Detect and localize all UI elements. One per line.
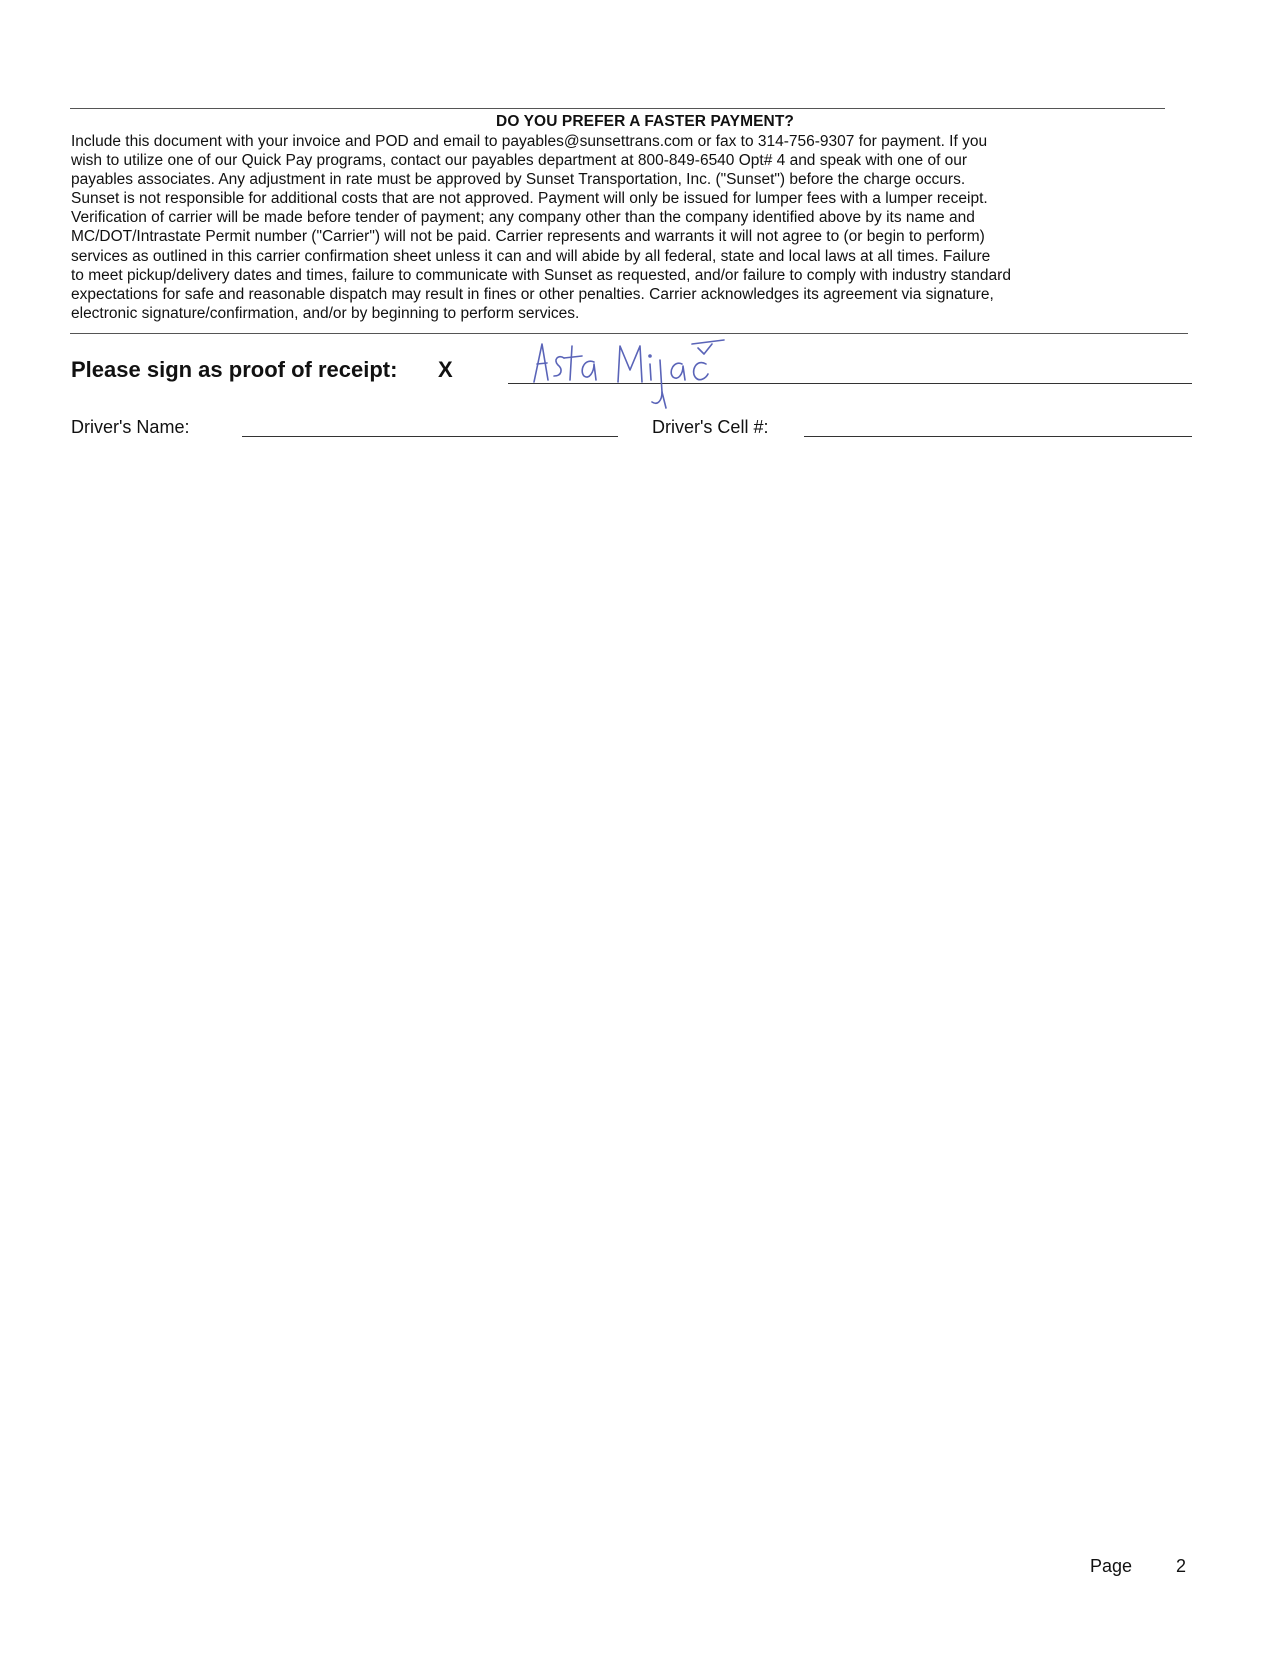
notice-heading: DO YOU PREFER A FASTER PAYMENT? xyxy=(496,113,794,130)
driver-name-field[interactable] xyxy=(242,436,618,437)
notice-body xyxy=(71,132,1211,323)
handwritten-signature xyxy=(528,336,728,414)
driver-name-label: Driver's Name: xyxy=(71,417,190,437)
notice-line: electronic signature/confirmation, and/or by beginning to perform services. xyxy=(71,304,580,322)
page-label: Page xyxy=(1090,1556,1133,1576)
notice-line: Sunset is not responsible for additional costs that are not approved. Payment will only be issued for lumper fees with a lumper receipt. xyxy=(71,190,988,208)
notice-line: wish to utilize one of our Quick Pay programs, contact our payables department at 800-849-6540 Opt# 4 and speak with one of our xyxy=(71,152,968,170)
driver-cell-field[interactable] xyxy=(804,436,1192,437)
notice-line: to meet pickup/delivery dates and times, failure to communicate with Sunset as requested, and/or failure to comply with industry standard xyxy=(71,266,1011,284)
notice-line: Include this document with your invoice and POD and email to payables@sunsettrans.com or fax to 314-756-9307 for payment. If you xyxy=(71,133,988,150)
driver-cell-label: Driver's Cell #: xyxy=(652,417,769,437)
notice-line: expectations for safe and reasonable dispatch may result in fines or other penalties. Carrier acknowledges its agreement via signature, xyxy=(71,285,994,303)
notice-line: services as outlined in this carrier confirmation sheet unless it can and will abide by all federal, state and local laws at all times. Failure xyxy=(71,247,991,265)
bottom-divider xyxy=(70,333,1188,334)
notice-line: Verification of carrier will be made before tender of payment; any company other than the company identified above by its name and xyxy=(71,209,975,227)
signature-prompt: Please sign as proof of receipt: xyxy=(71,357,398,382)
notice-line: payables associates. Any adjustment in rate must be approved by Sunset Transportation, Inc. ("Sunset") before the charge occurs. xyxy=(71,171,966,189)
page-number: 2 xyxy=(1176,1556,1187,1576)
signature-mark: X xyxy=(438,357,453,382)
notice-line: MC/DOT/Intrastate Permit number ("Carrier") will not be paid. Carrier represents and warrants it will not agree to (or begin to perform) xyxy=(71,228,985,246)
top-divider xyxy=(70,108,1165,109)
